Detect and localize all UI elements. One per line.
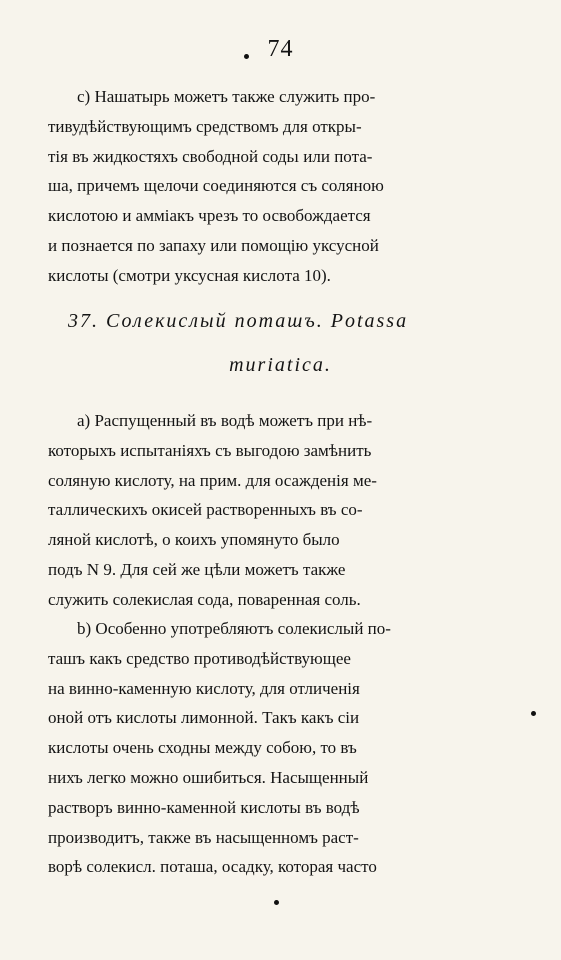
section-b-line-4: оной отъ кислоты лимонной. Такъ какъ сіи — [48, 708, 360, 728]
page-number: 74 — [267, 36, 294, 62]
bottom-ink-mark — [274, 900, 279, 905]
section-heading-latin: muriatica. — [229, 354, 332, 376]
section-b-line-3: на винно-каменную кислоту, для отличенія — [48, 678, 360, 698]
section-a-line-6: подъ N 9. Для сей же цѣли можетъ также — [48, 559, 346, 579]
section-b-line-8: производитъ, также въ насыщенномъ раст- — [48, 827, 359, 847]
section-b-line-9: ворѣ солекисл. поташа, осадку, которая часто — [48, 857, 377, 877]
section-a — [48, 406, 511, 615]
section-heading: 37. Солекислый поташъ. Potassa — [68, 310, 409, 332]
margin-ink-mark — [531, 711, 536, 716]
section-a-line-4: таллическихъ окисей растворенныхъ въ со- — [48, 500, 363, 520]
section-a-line-7: служить солекислая сода, поваренная соль. — [48, 589, 361, 609]
section-c — [48, 82, 511, 291]
section-b-line-1: b) Особенно употребляютъ солекислый по- — [77, 619, 391, 638]
section-b — [48, 614, 511, 882]
section-b-line-2: ташъ какъ средство противодѣйствующее — [48, 648, 351, 668]
section-a-line-1: а) Распущенный въ водѣ можетъ при нѣ- — [77, 411, 373, 430]
section-c-line-2: тивудѣйствующимъ средствомъ для откры- — [48, 116, 362, 136]
section-a-line-2: которыхъ испытаніяхъ съ выгодою замѣнить — [48, 440, 372, 460]
section-c-line-4: ша, причемъ щелочи соединяются съ соляною — [48, 176, 384, 196]
section-b-line-5: кислоты очень сходны между собою, то въ — [48, 738, 357, 758]
section-c-line-3: тія въ жидкостяхъ свободной содьı или пота- — [48, 146, 373, 166]
section-a-line-5: ляной кислотѣ, о коихъ упомянуто было — [48, 530, 340, 550]
section-c-line-5: кислотою и амміакъ чрезъ то освобождается — [48, 206, 371, 226]
section-c-line-7: кислоты (смотри уксусная кислота 10). — [48, 265, 331, 285]
section-b-line-6: нихъ легко можно ошибиться. Насыщенный — [48, 767, 369, 787]
section-c-line-6: и познается по запаху или помощію уксусной — [48, 235, 379, 255]
section-b-line-7: растворъ винно-каменной кислоты въ водѣ — [48, 797, 360, 817]
section-a-line-3: соляную кислоту, на прим. для осажденія ме- — [48, 470, 377, 490]
section-c-line-1: c) Нашатырь можетъ также служить про- — [77, 87, 376, 106]
